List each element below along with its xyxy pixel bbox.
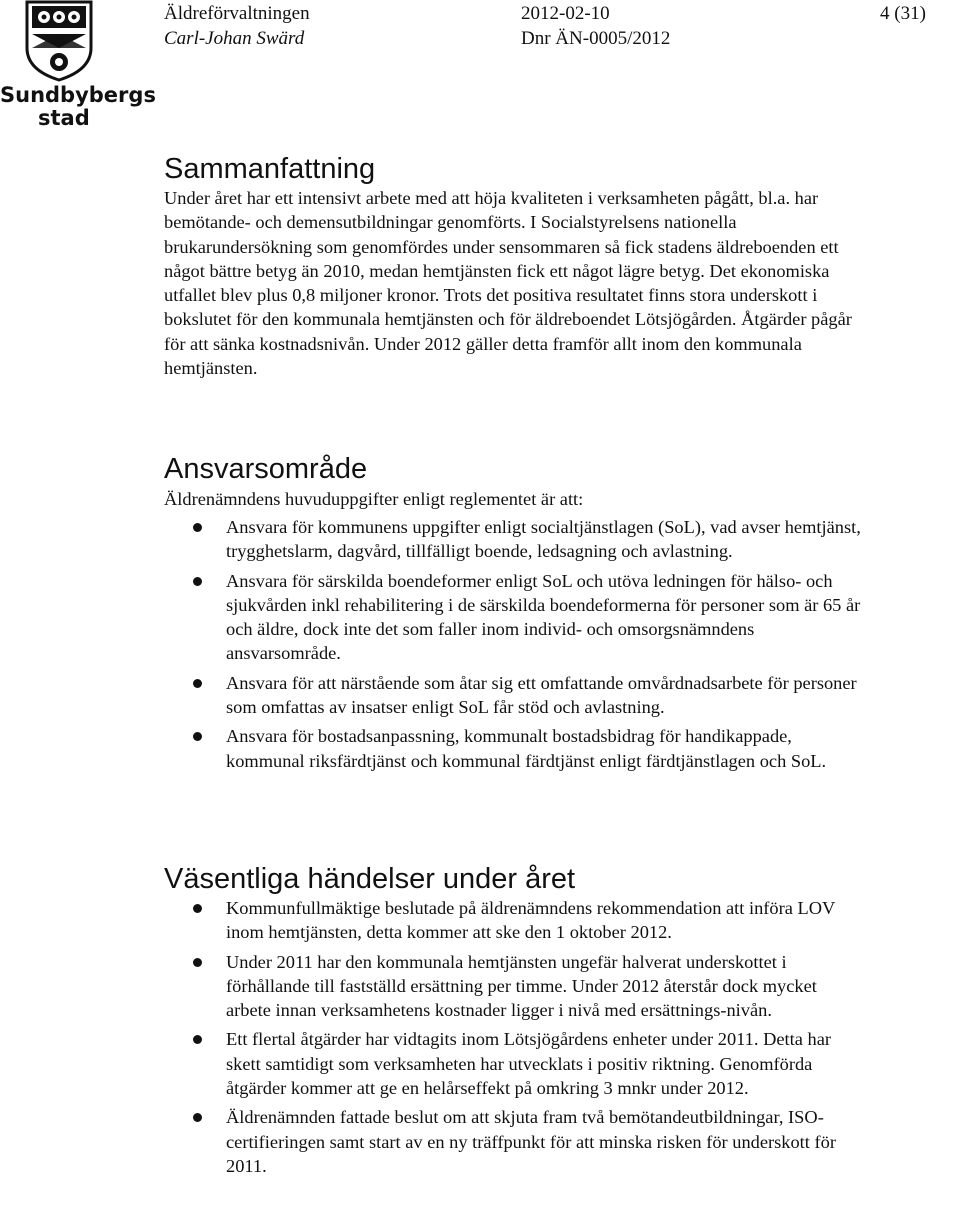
- list-item: Ansvara för kommunens uppgifter enligt socialtjänstlagen (SoL), vad avser hemtjänst, trygghetslarm, dagvård, tillfälligt boende, ledsagning och avlastning.: [164, 515, 864, 564]
- logo-line-1: Sundbybergs: [0, 83, 156, 107]
- bullet-icon: [193, 958, 202, 967]
- bullet-icon: [193, 904, 202, 913]
- list-item: Ansvara för att närstående som åtar sig ett omfattande omvårdnadsarbete för personer som omfattas av insatser enligt SoL får stöd och avlastning.: [164, 671, 864, 720]
- list-item: Ett flertal åtgärder har vidtagits inom Lötsjögårdens enheter under 2011. Detta har skett samtidigt som verksamheten har utvecklats i positiv riktning. Genomförda åtgärder kommer att ge en helårseffekt på omkring 3 mnkr under 2012.: [164, 1027, 864, 1100]
- city-logo: [0, 0, 156, 135]
- responsibility-intro: Äldrenämndens huvuduppgifter enligt reglementet är att:: [164, 489, 584, 509]
- section-heading-events: Väsentliga händelser under året: [164, 863, 576, 895]
- list-item: Ansvara för särskilda boendeformer enligt SoL och utöva ledningen för hälso- och sjukvården inkl rehabilitering i de särskilda boendeformerna för personer som är 65 år och äldre, dock inte det som faller inom individ- och omsorgsnämndens ansvarsområde.: [164, 569, 864, 666]
- section-heading-responsibility: Ansvarsområde: [164, 453, 368, 485]
- bullet-icon: [193, 523, 202, 532]
- page-number: 4 (31): [880, 3, 926, 24]
- bullet-icon: [193, 1113, 202, 1122]
- list-item: Kommunfullmäktige beslutade på äldrenämndens rekommendation att införa LOV inom hemtjänsten, detta kommer att ske den 1 oktober 2012.: [164, 896, 864, 945]
- events-list: [164, 896, 864, 1183]
- bullet-icon: [193, 577, 202, 586]
- bullet-icon: [193, 679, 202, 688]
- summary-paragraph: Under året har ett intensivt arbete med att höja kvaliteten i verksamheten pågått, bl.a. har bemötande- och demensutbildningar genomförts. I Socialstyrelsens nationella brukarundersökning som genomfördes under sensommaren så fick stadens äldreboenden ett något bättre betyg än 2010, medan hemtjänsten fick ett något lägre betyg. Det ekonomiska utfallet blev plus 0,8 miljoner kronor. Trots det positiva resultatet finns stora underskott i bokslutet för den kommunala hemtjänsten och för äldreboendet Lötsjögården. Åtgärder pågår för att sänka kostnadsnivån. Under 2012 gäller detta framför allt inom den kommunala hemtjänsten.: [164, 188, 852, 379]
- header-date: 2012-02-10: [521, 3, 610, 24]
- header-ref: Dnr ÄN-0005/2012: [521, 28, 671, 49]
- logo-line-2: stad: [38, 106, 90, 130]
- list-item: Ansvara för bostadsanpassning, kommunalt bostadsbidrag för handikappade, kommunal riksfärdtjänst och kommunal färdtjänst enligt färdtjänstlagen och SoL.: [164, 724, 864, 773]
- bullet-icon: [193, 1035, 202, 1044]
- header-org: Äldreförvaltningen: [164, 3, 310, 24]
- responsibility-list: [164, 515, 864, 778]
- coat-of-arms-icon: [24, 0, 94, 82]
- header-author: Carl-Johan Swärd: [164, 28, 305, 49]
- bullet-icon: [193, 732, 202, 741]
- section-heading-summary: Sammanfattning: [164, 153, 376, 185]
- list-item: Äldrenämnden fattade beslut om att skjuta fram två bemötandeutbildningar, ISO-certifieringen samt start av en ny träffpunkt för att minska risken för underskott för 2011.: [164, 1105, 864, 1178]
- list-item: Under 2011 har den kommunala hemtjänsten ungefär halverat underskottet i förhållande till fastställd ersättning per timme. Under 2012 återstår dock mycket arbete innan verksamhetens kostnader ligger i nivå med ersättnings-nivån.: [164, 950, 864, 1023]
